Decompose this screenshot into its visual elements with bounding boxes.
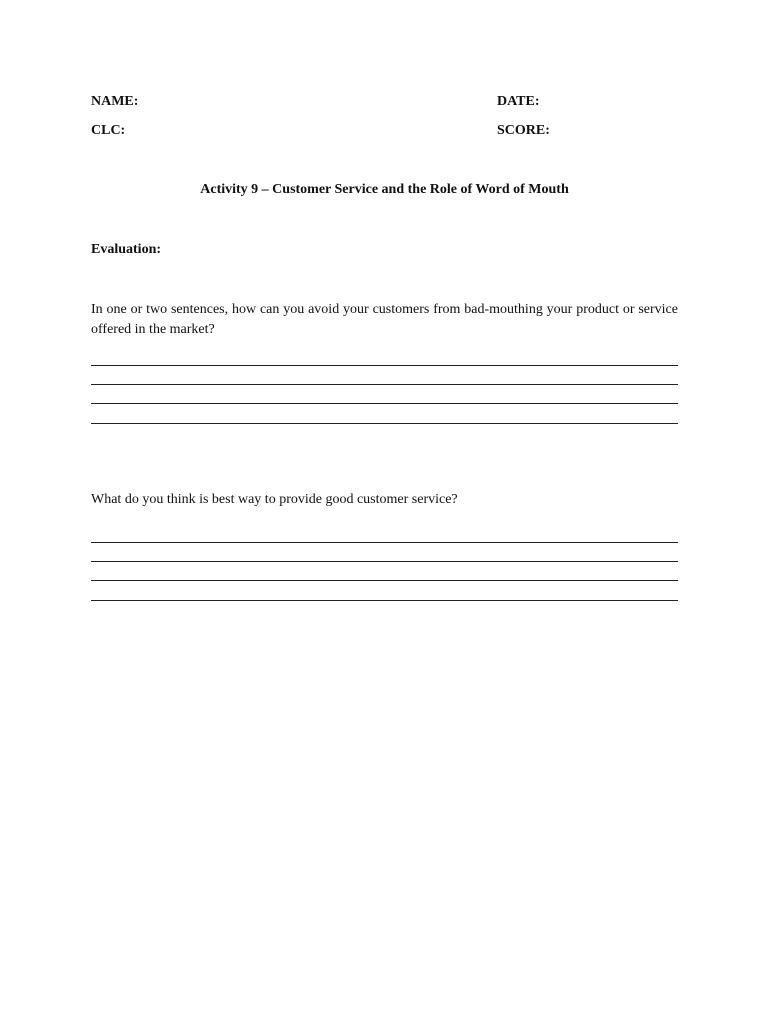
answer-line[interactable]	[91, 403, 678, 404]
activity-title: Activity 9 – Customer Service and the Role of Word of Mouth	[200, 182, 569, 197]
evaluation-label: Evaluation:	[91, 242, 162, 257]
answer-line[interactable]	[91, 365, 678, 366]
question-1: In one or two sentences, how can you avoid your customers from bad-mouthing your product or service offered in the market?	[91, 302, 678, 337]
name-label: NAME:	[91, 94, 139, 109]
score-label: SCORE:	[497, 123, 550, 138]
clc-label: CLC:	[91, 123, 126, 138]
answer-line[interactable]	[91, 384, 678, 385]
date-label: DATE:	[497, 94, 540, 109]
answer-line[interactable]	[91, 542, 678, 543]
answer-line[interactable]	[91, 561, 678, 562]
question-2: What do you think is best way to provide good customer service?	[91, 492, 458, 507]
answer-line[interactable]	[91, 600, 678, 601]
answer-line[interactable]	[91, 580, 678, 581]
answer-line[interactable]	[91, 423, 678, 424]
